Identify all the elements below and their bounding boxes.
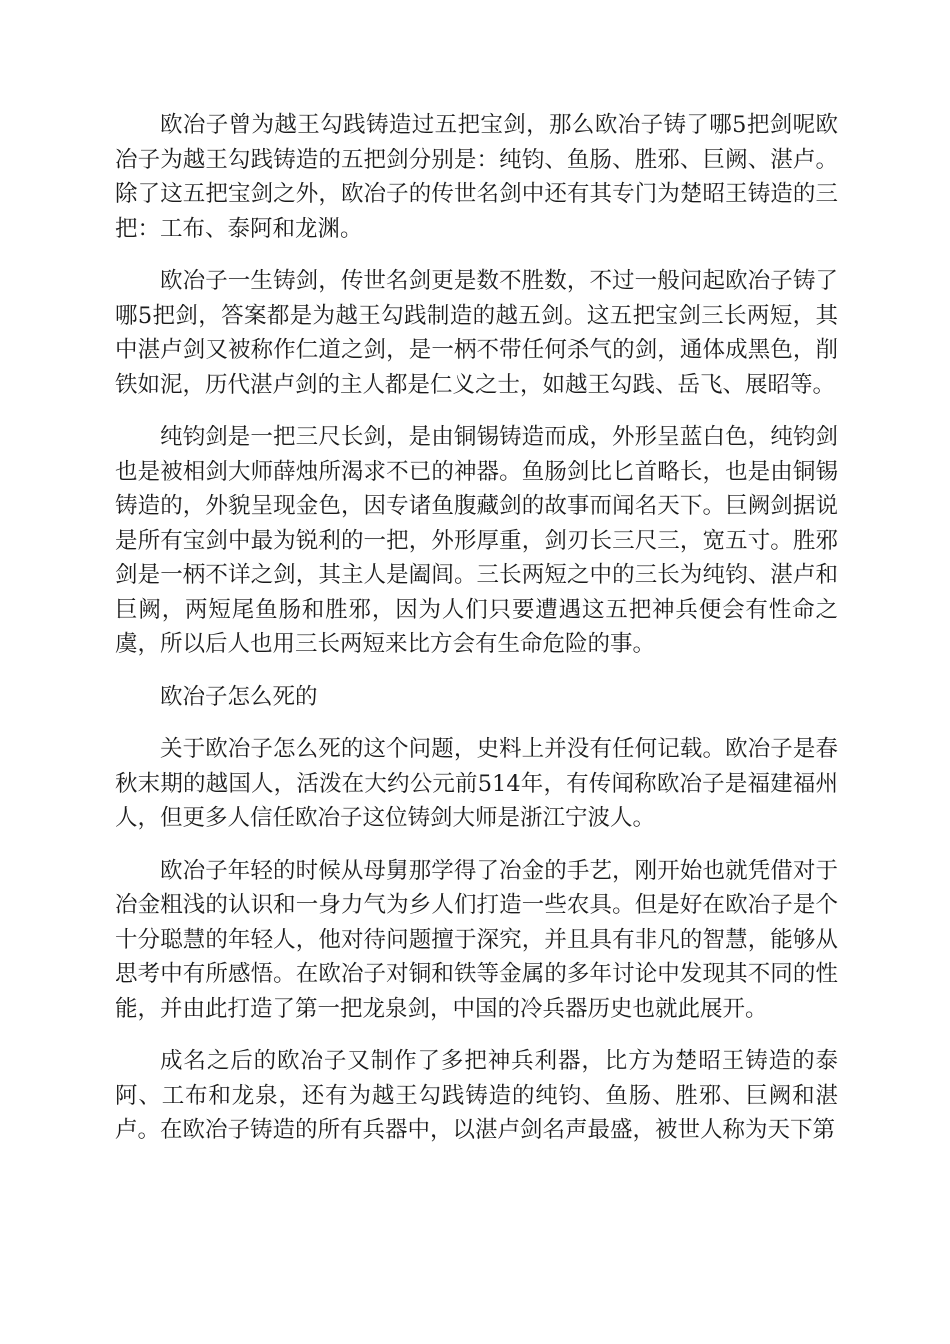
paragraph-five-swords: 欧冶子曾为越王勾践铸造过五把宝剑，那么欧冶子铸了哪5把剑呢欧冶子为越王勾践铸造的五把剑分别是：纯钧、鱼肠、胜邪、巨阙、湛卢。除了这五把宝剑之外，欧冶子的传世名剑中还有其专门为楚昭王铸造的三把：工布、泰阿和龙渊。 <box>115 112 838 242</box>
paragraph-zhanlu-sword: 欧冶子一生铸剑，传世名剑更是数不胜数，不过一般问起欧冶子铸了哪5把剑，答案都是为越王勾践制造的越五剑。这五把宝剑三长两短，其中湛卢剑又被称作仁道之剑，是一柄不带任何杀气的剑，通体成黑色，削铁如泥，历代湛卢剑的主人都是仁义之士，如越王勾践、岳飞、展昭等。 <box>115 268 838 398</box>
paragraph-death-unknown: 关于欧冶子怎么死的这个问题，史料上并没有任何记载。欧冶子是春秋末期的越国人，活泼在大约公元前514年，有传闻称欧冶子是福建福州人，但更多人信任欧冶子这位铸剑大师是浙江宁波人。 <box>115 736 838 831</box>
section-heading: 欧冶子怎么死的 <box>160 683 318 710</box>
paragraph-sword-descriptions: 纯钧剑是一把三尺长剑，是由铜锡铸造而成，外形呈蓝白色，纯钧剑也是被相剑大师薛烛所渴求不已的神器。鱼肠剑比匕首略长，也是由铜锡铸造的，外貌呈现金色，因专诸鱼腹藏剑的故事而闻名天下。巨阙剑据说是所有宝剑中最为锐利的一把，外形厚重，剑刃长三尺三，宽五寸。胜邪剑是一柄不详之剑，其主人是阖闾。三长两短之中的三长为纯钧、湛卢和巨阙，两短尾鱼肠和胜邪，因为人们只要遭遇这五把神兵便会有性命之虞，所以后人也用三长两短来比方会有生命危险的事。 <box>115 424 838 657</box>
document-body <box>115 108 838 1166</box>
paragraph-later-works: 成名之后的欧冶子又制作了多把神兵利器，比方为楚昭王铸造的泰阿、工布和龙泉，还有为越王勾践铸造的纯钧、鱼肠、胜邪、巨阙和湛卢。在欧冶子铸造的所有兵器中，以湛卢剑名声最盛，被世人称为天下第 <box>115 1048 838 1143</box>
paragraph-early-life: 欧冶子年轻的时候从母舅那学得了冶金的手艺，刚开始也就凭借对于冶金粗浅的认识和一身力气为乡人们打造一些农具。但是好在欧冶子是个十分聪慧的年轻人，他对待问题擅于深究，并且具有非凡的智慧，能够从思考中有所感悟。在欧冶子对铜和铁等金属的多年讨论中发现其不同的性能，并由此打造了第一把龙泉剑，中国的冷兵器历史也就此展开。 <box>115 857 838 1022</box>
